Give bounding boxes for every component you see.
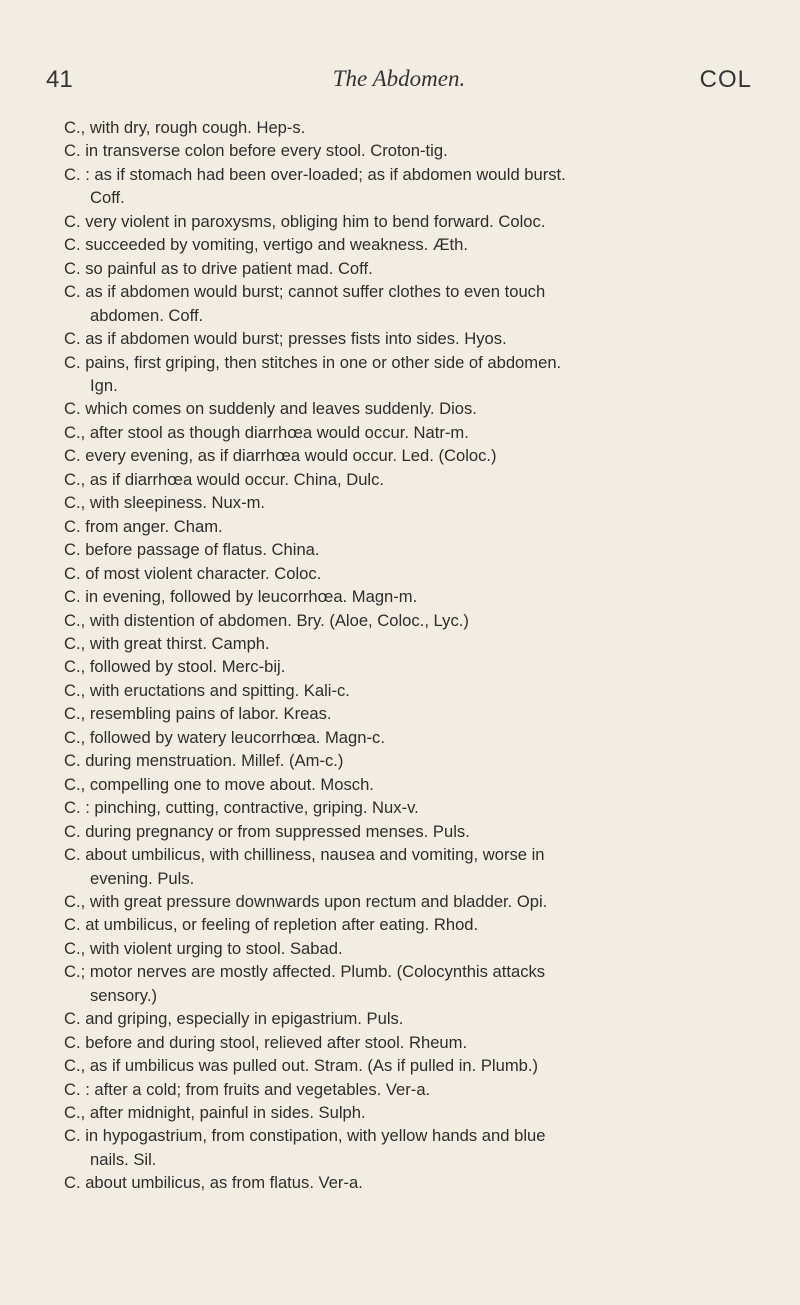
entry-text: C., as if diarrhœa would occur. China, Dulc. [64,469,385,489]
symptom-entry [64,773,764,796]
symptom-entry [64,913,764,936]
entry-text: C., with great pressure downwards upon rectum and bladder. Opi. [64,891,548,911]
symptom-entry [64,937,764,960]
entry-text: C. at umbilicus, or feeling of repletion after eating. Rhod. [64,915,479,935]
symptom-entry [64,515,764,538]
entry-continuation: abdomen. Coff. [90,305,204,325]
entry-text: C., after stool as though diarrhœa would occur. Natr-m. [64,422,469,442]
entry-text: C., with sleepiness. Nux-m. [64,493,266,513]
symptom-entry-list [64,116,764,1195]
entry-text: C., followed by stool. Merc-bij. [64,657,286,677]
symptom-entry [64,1101,764,1124]
page-header [46,66,752,98]
entry-text: C. : after a cold; from fruits and vegetables. Ver-a. [64,1079,431,1099]
entry-text: C., with great thirst. Camph. [64,633,270,653]
symptom-entry [64,233,764,256]
symptom-entry [64,609,764,632]
entry-text: C. during menstruation. Millef. (Am-c.) [64,751,344,771]
symptom-entry [64,351,764,398]
symptom-entry [64,327,764,350]
page-number: 41 [46,66,73,93]
entry-text: C. and griping, especially in epigastrium. Puls. [64,1009,404,1029]
symptom-entry [64,468,764,491]
entry-text: C. which comes on suddenly and leaves suddenly. Dios. [64,399,477,419]
symptom-entry [64,960,764,1007]
running-title: The Abdomen. [332,66,466,91]
symptom-entry [64,726,764,749]
entry-text: C.; motor nerves are mostly affected. Plumb. (Colocynthis attacks [64,962,546,982]
entry-continuation: Ign. [90,375,118,395]
symptom-entry [64,210,764,233]
symptom-entry [64,421,764,444]
entry-text: C. before passage of flatus. China. [64,540,320,560]
symptom-entry [64,491,764,514]
symptom-entry [64,1007,764,1030]
entry-text: C., as if umbilicus was pulled out. Stram. (As if pulled in. Plumb.) [64,1056,539,1076]
symptom-entry [64,679,764,702]
entry-text: C. as if abdomen would burst; presses fists into sides. Hyos. [64,329,507,349]
entry-text: C. succeeded by vomiting, vertigo and weakness. Æth. [64,235,468,255]
entry-text: C. before and during stool, relieved after stool. Rheum. [64,1032,468,1052]
entry-text: C., with distention of abdomen. Bry. (Aloe, Coloc., Lyc.) [64,610,469,630]
entry-text: C. in evening, followed by leucorrhœa. Magn-m. [64,587,418,607]
entry-text: C. about umbilicus, as from flatus. Ver-a. [64,1173,363,1193]
entry-continuation: sensory.) [90,985,158,1005]
entry-continuation: nails. Sil. [90,1149,157,1169]
symptom-entry [64,1124,764,1171]
symptom-entry [64,257,764,280]
entry-text: C. very violent in paroxysms, obliging him to bend forward. Coloc. [64,211,546,231]
entry-text: C., with dry, rough cough. Hep-s. [64,118,306,137]
symptom-entry [64,280,764,327]
section-abbreviation: COL [699,66,752,93]
entry-text: C., after midnight, painful in sides. Sulph. [64,1103,366,1123]
symptom-entry [64,585,764,608]
symptom-entry [64,796,764,819]
symptom-entry [64,562,764,585]
symptom-entry [64,890,764,913]
symptom-entry [64,1171,764,1194]
entry-text: C. during pregnancy or from suppressed menses. Puls. [64,821,470,841]
entry-text: C. as if abdomen would burst; cannot suffer clothes to even touch [64,282,546,302]
symptom-entry [64,655,764,678]
entry-text: C. pains, first griping, then stitches in one or other side of abdomen. [64,352,562,372]
symptom-entry [64,702,764,725]
entry-text: C. in transverse colon before every stool. Croton-tig. [64,141,448,161]
symptom-entry [64,444,764,467]
symptom-entry [64,843,764,890]
entry-text: C. about umbilicus, with chilliness, nausea and vomiting, worse in [64,845,545,865]
symptom-entry [64,116,764,139]
entry-text: C. so painful as to drive patient mad. Coff. [64,258,373,278]
symptom-entry [64,820,764,843]
symptom-entry [64,538,764,561]
symptom-entry [64,1031,764,1054]
symptom-entry [64,163,764,210]
entry-text: C., resembling pains of labor. Kreas. [64,704,332,724]
entry-text: C., compelling one to move about. Mosch. [64,774,374,794]
symptom-entry [64,632,764,655]
symptom-entry [64,397,764,420]
entry-text: C., followed by watery leucorrhœa. Magn-c. [64,727,385,747]
symptom-entry [64,749,764,772]
entry-text: C. every evening, as if diarrhœa would occur. Led. (Coloc.) [64,446,497,466]
entry-text: C. : pinching, cutting, contractive, griping. Nux-v. [64,798,419,818]
symptom-entry [64,1054,764,1077]
entry-text: C. : as if stomach had been over-loaded; as if abdomen would burst. [64,164,566,184]
entry-text: C., with eructations and spitting. Kali-c. [64,680,350,700]
entry-text: C. of most violent character. Coloc. [64,563,322,583]
entry-text: C., with violent urging to stool. Sabad. [64,938,343,958]
symptom-entry [64,1078,764,1101]
entry-text: C. in hypogastrium, from constipation, with yellow hands and blue [64,1126,546,1146]
entry-continuation: evening. Puls. [90,868,195,888]
entry-text: C. from anger. Cham. [64,516,223,536]
entry-continuation: Coff. [90,188,125,208]
symptom-entry [64,139,764,162]
